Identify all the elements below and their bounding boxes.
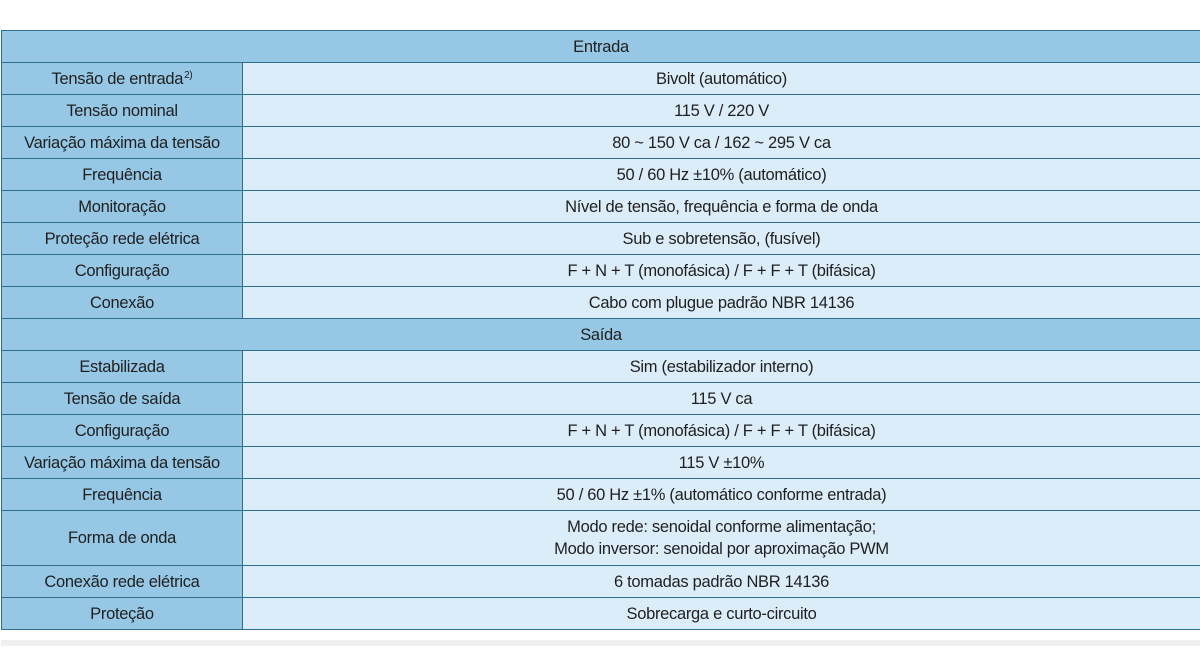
table-row <box>2 566 1200 598</box>
section-header-saida <box>2 319 1200 351</box>
table-row <box>2 191 1200 223</box>
table-row <box>2 159 1200 191</box>
row-label: Tensão de entrada$^{2)}$ <box>2 63 243 95</box>
row-value: 50 / 60 Hz ±1% (automático conforme entrada) <box>243 479 1200 511</box>
table-row <box>2 127 1200 159</box>
table-row <box>2 287 1200 319</box>
row-value: Sobrecarga e curto-circuito <box>243 598 1200 630</box>
table-row <box>2 415 1200 447</box>
row-value: Cabo com plugue padrão NBR 14136 <box>243 287 1200 319</box>
row-value: 80 ~ 150 V ca / 162 ~ 295 V ca <box>243 127 1200 159</box>
value-line: Modo inversor: senoidal por aproximação PWM <box>554 540 889 558</box>
table-row <box>2 351 1200 383</box>
table-row <box>2 479 1200 511</box>
row-label: Monitoração <box>2 191 243 223</box>
row-label: Variação máxima da tensão <box>2 127 243 159</box>
row-value: F + N + T (monofásica) / F + F + T (bifásica) <box>243 255 1200 287</box>
row-value: Nível de tensão, frequência e forma de onda <box>243 191 1200 223</box>
row-label: Estabilizada <box>2 351 243 383</box>
table-row <box>2 383 1200 415</box>
row-value: 6 tomadas padrão NBR 14136 <box>243 566 1200 598</box>
row-label: Conexão <box>2 287 243 319</box>
row-value: Sim (estabilizador interno) <box>243 351 1200 383</box>
section-header-entrada <box>2 31 1200 63</box>
row-label: Configuração <box>2 255 243 287</box>
value-line: Modo rede: senoidal conforme alimentação; <box>567 518 876 536</box>
row-value: F + N + T (monofásica) / F + F + T (bifásica) <box>243 415 1200 447</box>
row-value: 115 V ±10% <box>243 447 1200 479</box>
row-value <box>243 511 1200 566</box>
footnote-marker: 2) <box>184 69 193 81</box>
section-title: Saída <box>2 319 1200 351</box>
row-label: Variação máxima da tensão <box>2 447 243 479</box>
row-value: 115 V / 220 V <box>243 95 1200 127</box>
spec-table <box>1 30 1200 630</box>
row-label: Proteção rede elétrica <box>2 223 243 255</box>
table-row <box>2 223 1200 255</box>
row-label: Configuração <box>2 415 243 447</box>
row-label: Tensão nominal <box>2 95 243 127</box>
row-value: Bivolt (automático) <box>243 63 1200 95</box>
section-title: Entrada <box>2 31 1200 63</box>
table-row <box>2 598 1200 630</box>
bottom-divider <box>1 640 1200 646</box>
table-row <box>2 447 1200 479</box>
row-label: Tensão de saída <box>2 383 243 415</box>
row-value: Sub e sobretensão, (fusível) <box>243 223 1200 255</box>
table-row <box>2 95 1200 127</box>
table-row <box>2 255 1200 287</box>
row-label: Conexão rede elétrica <box>2 566 243 598</box>
table-row <box>2 511 1200 566</box>
row-label: Frequência <box>2 479 243 511</box>
row-label: Frequência <box>2 159 243 191</box>
row-value: 115 V ca <box>243 383 1200 415</box>
row-value: 50 / 60 Hz ±10% (automático) <box>243 159 1200 191</box>
table-row <box>2 63 1200 95</box>
row-label: Proteção <box>2 598 243 630</box>
row-label: Forma de onda <box>2 511 243 566</box>
